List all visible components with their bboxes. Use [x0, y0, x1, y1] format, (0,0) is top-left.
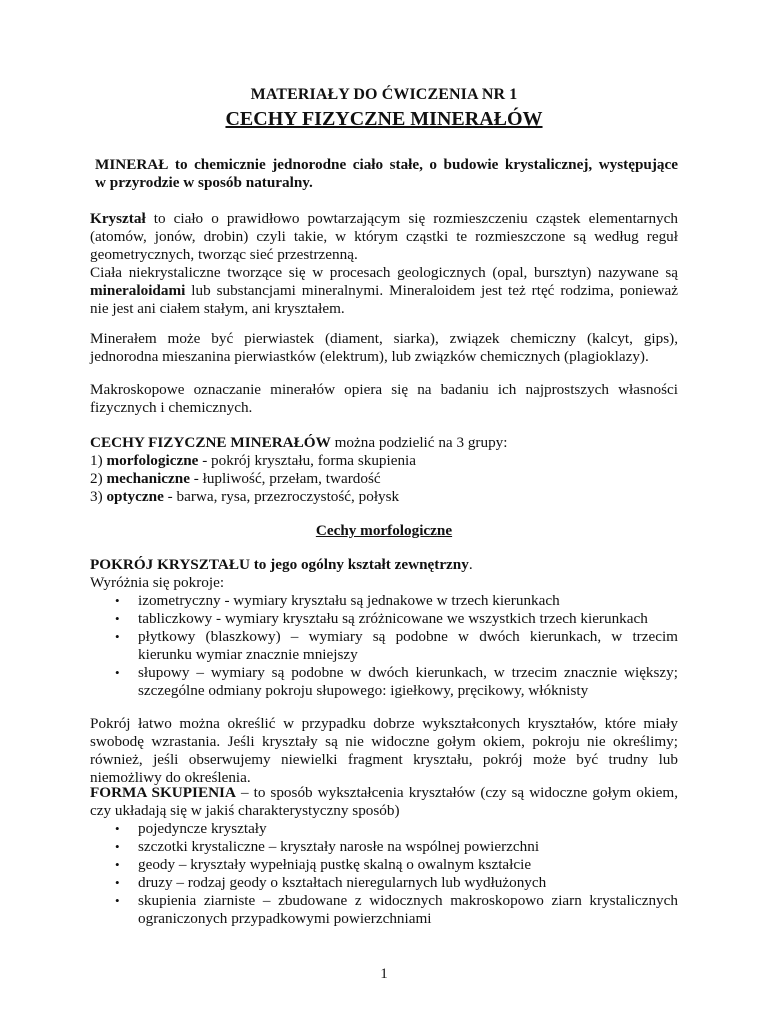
list-item: [0, 592, 768, 610]
term-krysztal: Kryształ: [90, 210, 146, 227]
text-line: ograniczonych przypadkowymi powierzchniami: [138, 910, 432, 927]
text-line: szczególne odmiany pokroju słupowego: igiełkowy, pręcikowy, włóknisty: [138, 682, 589, 699]
pokroj-heading: [90, 556, 473, 574]
text-line: czy układają się w jakiś charakterystyczny sposób): [90, 802, 400, 819]
list-item: [0, 664, 768, 700]
bullet-icon: •: [115, 821, 120, 836]
bullet-icon: •: [115, 857, 120, 872]
bullet-icon: •: [115, 839, 120, 854]
text-line: [90, 210, 678, 228]
group-number: 3): [90, 488, 107, 505]
pokroj-intro: Wyróżnia się pokroje:: [90, 574, 225, 591]
forma-paragraph: [90, 784, 678, 820]
list-item: [0, 856, 768, 874]
text-line: nie jest ani ciałem stałym, ani kryształem.: [90, 300, 345, 317]
text-line: [90, 784, 678, 802]
text-line: w przyrodzie w sposób naturalny.: [95, 174, 313, 191]
pokroj-heading-bold: POKRÓJ KRYSZTAŁU to jego ogólny kształt zewnętrzny: [90, 556, 469, 573]
bullet-icon: •: [115, 611, 120, 626]
text-fragment: lub substancjami mineralnymi. Mineraloidem jest też rtęć rodzima, ponieważ: [185, 282, 678, 299]
text-line: izometryczny - wymiary kryształu są jednakowe w trzech kierunkach: [138, 592, 560, 609]
text-line: geody – kryształy wypełniają pustkę skalną o owalnym kształcie: [138, 856, 532, 873]
mineral-definition: [95, 156, 678, 192]
text-line: swobodę wzrastania. Jeśli kryształy są nie widoczne gołym okiem, pokroju nie określimy;: [90, 733, 678, 750]
text-line: pojedyncze kryształy: [138, 820, 267, 837]
text-line: niemożliwy do określenia.: [90, 769, 251, 786]
text-fragment: – to sposób wykształcenia kryształów (czy są widoczne gołym okiem,: [235, 784, 679, 801]
forma-heading-bold: FORMA SKUPIENIA: [90, 784, 236, 801]
text-line: Makroskopowe oznaczanie minerałów opiera się na badaniu ich najprostszych własności: [90, 381, 678, 398]
list-item: [0, 838, 768, 856]
forma-list: [0, 820, 768, 928]
group-description: - pokrój kryształu, forma skupienia: [198, 452, 417, 469]
makroskopowe-paragraph: [90, 381, 678, 417]
group-name: mechaniczne: [106, 470, 190, 487]
document-title: MATERIAŁY DO ĆWICZENIA NR 1: [250, 86, 518, 103]
group-item: [90, 488, 399, 506]
bullet-icon: •: [115, 893, 120, 908]
group-name: optyczne: [106, 488, 164, 505]
page-number: 1: [380, 966, 388, 982]
list-item: [0, 610, 768, 628]
group-item: [90, 470, 381, 488]
pokroj-note: [90, 715, 678, 787]
group-name: morfologiczne: [106, 452, 199, 469]
cechy-heading: [90, 434, 508, 452]
group-number: 1): [90, 452, 107, 469]
text-line: jednorodna mieszanina pierwiastków (elektrum), lub związków chemicznych (plagioklazy).: [90, 348, 649, 365]
list-item: [0, 874, 768, 892]
group-number: 2): [90, 470, 107, 487]
group-description: - barwa, rysa, przezroczystość, połysk: [163, 488, 400, 505]
bullet-icon: •: [115, 875, 120, 890]
cechy-heading-bold: CECHY FIZYCZNE MINERAŁÓW: [90, 434, 331, 451]
krysztal-paragraph: [90, 210, 678, 318]
section-title: Cechy morfologiczne: [315, 522, 453, 539]
bullet-icon: •: [115, 593, 120, 608]
term-mineraloidami: mineraloidami: [90, 282, 186, 299]
bullet-icon: •: [115, 629, 120, 644]
text-line: również, jeśli obserwujemy niewielki fragment kryształu, pokrój może być trudny lub: [90, 751, 678, 768]
list-item: [0, 892, 768, 928]
text-line: tabliczkowy - wymiary kryształu są zróżnicowane we wszystkich trzech kierunkach: [138, 610, 648, 627]
text-line: druzy – rodzaj geody o kształtach nieregularnych lub wydłużonych: [138, 874, 547, 891]
pokroj-list: [0, 592, 768, 700]
text-fragment: to ciało o prawidłowo powtarzającym się rozmieszczeniu cząstek elementarnych: [145, 210, 678, 227]
text-line: skupienia ziarniste – zbudowane z widocznych makroskopowo ziarn krystalicznych: [138, 892, 678, 909]
text-fragment: .: [468, 556, 473, 573]
text-line: MINERAŁ to chemicznie jednorodne ciało stałe, o budowie krystalicznej, występujące: [95, 156, 678, 173]
text-line: płytkowy (blaszkowy) – wymiary są podobne w dwóch kierunkach, w trzecim: [138, 628, 678, 645]
list-item: [0, 628, 768, 664]
text-line: [90, 282, 678, 300]
mineralem-paragraph: [90, 330, 678, 366]
text-line: (atomów, jonów, drobin) czyli takie, w którym cząstki te rozmieszczone są według reguł: [90, 228, 678, 245]
text-line: Minerałem może być pierwiastek (diament, siarka), związek chemiczny (kalcyt, gips),: [90, 330, 678, 347]
group-item: [90, 452, 416, 470]
list-item: [0, 820, 768, 838]
text-fragment: można podzielić na 3 grupy:: [330, 434, 508, 451]
bullet-icon: •: [115, 665, 120, 680]
text-line: geometrycznych, tworząc sieć przestrzenną.: [90, 246, 358, 263]
text-line: fizycznych i chemicznych.: [90, 399, 253, 416]
document-subtitle: CECHY FIZYCZNE MINERAŁÓW: [225, 108, 543, 130]
text-line: Ciała niekrystaliczne tworzące się w procesach geologicznych (opal, bursztyn) nazywane są: [90, 264, 678, 281]
text-line: szczotki krystaliczne – kryształy narosłe na wspólnej powierzchni: [138, 838, 540, 855]
group-description: - łupliwość, przełam, twardość: [189, 470, 381, 487]
text-line: Pokrój łatwo można określić w przypadku dobrze wykształconych kryształów, które miały: [90, 715, 678, 732]
text-line: kierunku wymiar znacznie mniejszy: [138, 646, 358, 663]
text-line: słupowy – wymiary są podobne w dwóch kierunkach, w trzecim znacznie większy;: [138, 664, 678, 681]
